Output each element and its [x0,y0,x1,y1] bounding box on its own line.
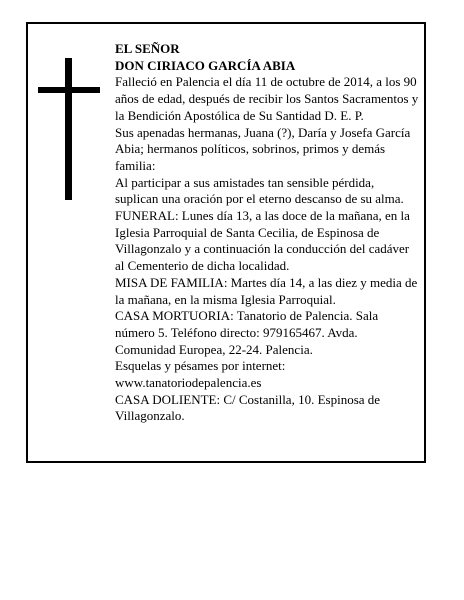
latin-cross-icon [38,58,100,200]
death-announcement: Falleció en Palencia el día 11 de octubre de 2014, a los 90 años de edad, después de recibir los Santos Sacramentos y la Bendición Apostólica de Su Santidad D. E. P. [115,74,419,123]
prayer-request: Al participar a sus amistades tan sensible pérdida, suplican una oración por el eterno descanso de su alma. [115,174,404,207]
cross-vertical-bar [65,58,72,200]
deceased-name: DON CIRIACO GARCÍA ABIA [115,57,296,73]
funeral-details: FUNERAL: Lunes día 13, a las doce de la mañana, en la Iglesia Parroquial de Santa Cecilia, de Espinosa de Villagonzalo y a continuación la conducción del cadáver al Cementerio de dicha localidad. [115,208,410,274]
notice-heading: EL SEÑOR [115,41,180,56]
online-condolences: Esquelas y pésames por internet: www.tanatoriodepalencia.es [115,358,286,391]
notice-body [115,41,420,425]
funeral-home-details: CASA MORTUORIA: Tanatorio de Palencia. Sala número 5. Teléfono directo: 979165467. Avda. Comunidad Europea, 22-24. Palencia. [115,308,379,357]
family-mourners: Sus apenadas hermanas, Juana (?), Daría y Josefa García Abia; hermanos políticos, sobrinos, primos y demás familia: [115,124,411,173]
cross-horizontal-bar [38,87,100,93]
family-home-address: CASA DOLIENTE: C/ Costanilla, 10. Espinosa de Villagonzalo. [115,391,381,424]
obituary-notice [26,22,426,463]
family-mass-details: MISA DE FAMILIA: Martes día 14, a las diez y media de la mañana, en la misma Iglesia Parroquial. [115,274,418,307]
